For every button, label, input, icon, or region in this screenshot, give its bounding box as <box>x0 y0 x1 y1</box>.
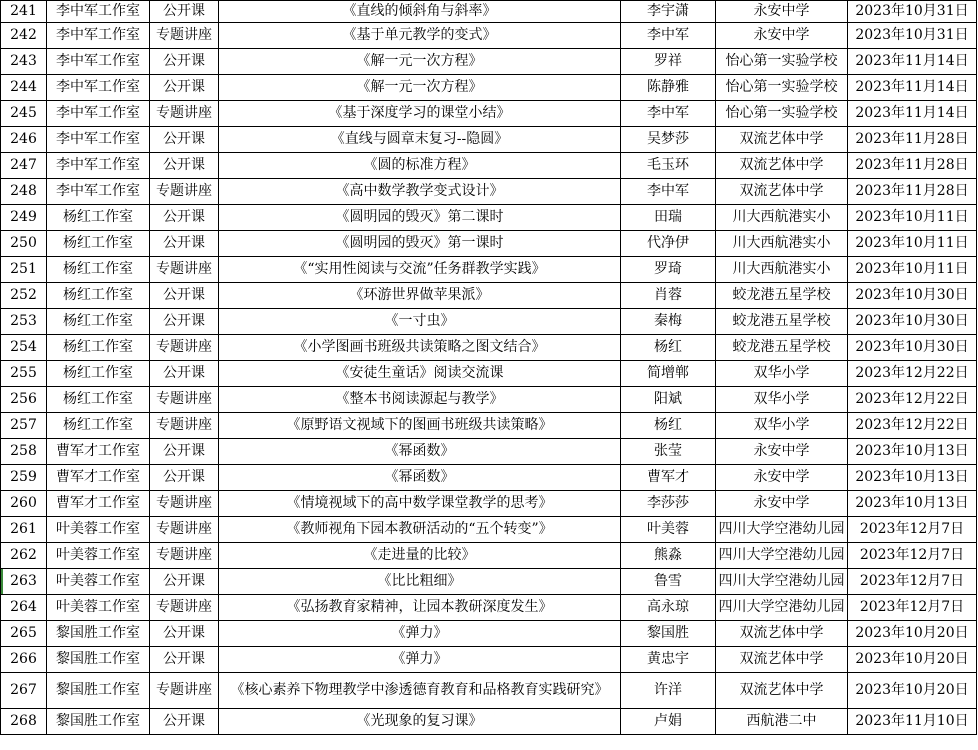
row-number-cell[interactable]: 249 <box>1 205 47 231</box>
row-number-cell[interactable]: 245 <box>1 101 47 127</box>
table-row <box>1 491 977 517</box>
studio-cell[interactable]: 曹军才工作室 <box>47 465 150 491</box>
row-number-cell[interactable]: 263 <box>1 569 47 595</box>
studio-cell[interactable]: 杨红工作室 <box>47 335 150 361</box>
studio-cell[interactable]: 杨红工作室 <box>47 205 150 231</box>
row-number-cell[interactable]: 252 <box>1 283 47 309</box>
studio-cell[interactable]: 李中军工作室 <box>47 75 150 101</box>
date-cell[interactable]: 2023年11月14日 <box>848 101 977 127</box>
table-row <box>1 153 977 179</box>
row-number-cell[interactable]: 266 <box>1 647 47 673</box>
school-cell[interactable]: 蛟龙港五星学校 <box>716 335 848 361</box>
presenter-cell[interactable]: 叶美蓉 <box>621 517 716 543</box>
table-row <box>1 709 977 735</box>
school-cell[interactable]: 怡心第一实验学校 <box>716 101 848 127</box>
studio-cell[interactable]: 叶美蓉工作室 <box>47 595 150 621</box>
row-number-cell[interactable]: 262 <box>1 543 47 569</box>
topic-cell[interactable]: 《教师视角下园本教研活动的“五个转变”》 <box>219 517 621 543</box>
presenter-cell[interactable]: 高永琼 <box>621 595 716 621</box>
activity-type-cell[interactable]: 公开课 <box>150 75 219 101</box>
row-number-cell[interactable]: 259 <box>1 465 47 491</box>
table-row <box>1 595 977 621</box>
activity-type-cell[interactable]: 专题讲座 <box>150 595 219 621</box>
row-number-cell[interactable]: 258 <box>1 439 47 465</box>
topic-cell[interactable]: 《解一元一次方程》 <box>219 75 621 101</box>
topic-cell[interactable]: 《安徒生童话》阅读交流课 <box>219 361 621 387</box>
topic-cell[interactable]: 《基于单元教学的变式》 <box>219 23 621 49</box>
row-number-cell[interactable]: 253 <box>1 309 47 335</box>
row-number-cell[interactable]: 241 <box>1 1 47 23</box>
table-row <box>1 569 977 595</box>
studio-cell[interactable]: 叶美蓉工作室 <box>47 569 150 595</box>
topic-cell[interactable]: 《幂函数》 <box>219 465 621 491</box>
table-row <box>1 101 977 127</box>
studio-cell[interactable]: 李中军工作室 <box>47 101 150 127</box>
topic-cell[interactable]: 《核心素养下物理教学中渗透德育教育和品格教育实践研究》 <box>219 673 621 709</box>
presenter-cell[interactable]: 吴梦莎 <box>621 127 716 153</box>
activity-type-cell[interactable]: 专题讲座 <box>150 413 219 439</box>
school-cell[interactable]: 川大西航港实小 <box>716 231 848 257</box>
row-number-cell[interactable]: 244 <box>1 75 47 101</box>
activity-type-cell[interactable]: 专题讲座 <box>150 673 219 709</box>
date-cell[interactable]: 2023年11月14日 <box>848 75 977 101</box>
topic-cell[interactable]: 《光现象的复习课》 <box>219 709 621 735</box>
topic-cell[interactable]: 《圆明园的毁灭》第一课时 <box>219 231 621 257</box>
activity-type-cell[interactable]: 公开课 <box>150 647 219 673</box>
date-cell[interactable]: 2023年12月22日 <box>848 413 977 439</box>
date-cell[interactable]: 2023年12月7日 <box>848 543 977 569</box>
activity-type-cell[interactable]: 专题讲座 <box>150 179 219 205</box>
presenter-cell[interactable]: 熊淼 <box>621 543 716 569</box>
studio-cell[interactable]: 曹军才工作室 <box>47 491 150 517</box>
date-cell[interactable]: 2023年12月7日 <box>848 517 977 543</box>
school-cell[interactable]: 双华小学 <box>716 413 848 439</box>
table-row <box>1 439 977 465</box>
presenter-cell[interactable]: 曹军才 <box>621 465 716 491</box>
row-number-cell[interactable]: 255 <box>1 361 47 387</box>
school-cell[interactable]: 永安中学 <box>716 491 848 517</box>
activity-type-cell[interactable]: 专题讲座 <box>150 517 219 543</box>
studio-cell[interactable]: 曹军才工作室 <box>47 439 150 465</box>
row-number-cell[interactable]: 242 <box>1 23 47 49</box>
activity-type-cell[interactable]: 公开课 <box>150 361 219 387</box>
date-cell[interactable]: 2023年10月20日 <box>848 673 977 709</box>
activity-type-cell[interactable]: 公开课 <box>150 709 219 735</box>
table-row <box>1 23 977 49</box>
date-cell[interactable]: 2023年12月22日 <box>848 361 977 387</box>
table-row <box>1 1 977 23</box>
activity-type-cell[interactable]: 公开课 <box>150 1 219 23</box>
row-number-cell[interactable]: 248 <box>1 179 47 205</box>
school-cell[interactable]: 四川大学空港幼儿园 <box>716 595 848 621</box>
presenter-cell[interactable]: 秦梅 <box>621 309 716 335</box>
table-row <box>1 621 977 647</box>
studio-cell[interactable]: 杨红工作室 <box>47 387 150 413</box>
topic-cell[interactable]: 《高中数学教学变式设计》 <box>219 179 621 205</box>
table-row <box>1 231 977 257</box>
presenter-cell[interactable]: 李中军 <box>621 179 716 205</box>
studio-cell[interactable]: 李中军工作室 <box>47 49 150 75</box>
row-number-cell[interactable]: 254 <box>1 335 47 361</box>
topic-cell[interactable]: 《弹力》 <box>219 647 621 673</box>
row-number-cell[interactable]: 243 <box>1 49 47 75</box>
table-row <box>1 387 977 413</box>
activity-type-cell[interactable]: 公开课 <box>150 127 219 153</box>
school-cell[interactable]: 永安中学 <box>716 439 848 465</box>
studio-cell[interactable]: 杨红工作室 <box>47 413 150 439</box>
date-cell[interactable]: 2023年12月7日 <box>848 569 977 595</box>
school-cell[interactable]: 永安中学 <box>716 1 848 23</box>
presenter-cell[interactable]: 阳斌 <box>621 387 716 413</box>
table-row <box>1 465 977 491</box>
presenter-cell[interactable]: 肖蓉 <box>621 283 716 309</box>
school-cell[interactable]: 蛟龙港五星学校 <box>716 283 848 309</box>
school-cell[interactable]: 双华小学 <box>716 387 848 413</box>
table-row <box>1 673 977 709</box>
school-cell[interactable]: 双流艺体中学 <box>716 179 848 205</box>
row-number-cell[interactable]: 265 <box>1 621 47 647</box>
topic-cell[interactable]: 《“实用性阅读与交流”任务群教学实践》 <box>219 257 621 283</box>
studio-cell[interactable]: 黎国胜工作室 <box>47 621 150 647</box>
table-row <box>1 309 977 335</box>
activity-type-cell[interactable]: 专题讲座 <box>150 257 219 283</box>
activity-type-cell[interactable]: 公开课 <box>150 569 219 595</box>
topic-cell[interactable]: 《环游世界做苹果派》 <box>219 283 621 309</box>
date-cell[interactable]: 2023年10月20日 <box>848 621 977 647</box>
row-number-cell[interactable]: 247 <box>1 153 47 179</box>
school-cell[interactable]: 川大西航港实小 <box>716 205 848 231</box>
school-cell[interactable]: 西航港二中 <box>716 709 848 735</box>
school-cell[interactable]: 四川大学空港幼儿园 <box>716 543 848 569</box>
school-cell[interactable]: 双华小学 <box>716 361 848 387</box>
topic-cell[interactable]: 《情境视域下的高中数学课堂教学的思考》 <box>219 491 621 517</box>
activity-type-cell[interactable]: 公开课 <box>150 439 219 465</box>
activity-type-cell[interactable]: 公开课 <box>150 465 219 491</box>
row-number-cell[interactable]: 256 <box>1 387 47 413</box>
table-row <box>1 257 977 283</box>
table-row <box>1 283 977 309</box>
topic-cell[interactable]: 《圆的标准方程》 <box>219 153 621 179</box>
presenter-cell[interactable]: 鲁雪 <box>621 569 716 595</box>
table-row <box>1 543 977 569</box>
presenter-cell[interactable]: 田瑞 <box>621 205 716 231</box>
presenter-cell[interactable]: 李莎莎 <box>621 491 716 517</box>
presenter-cell[interactable]: 罗琦 <box>621 257 716 283</box>
table-row <box>1 647 977 673</box>
presenter-cell[interactable]: 李中军 <box>621 23 716 49</box>
presenter-cell[interactable]: 李中军 <box>621 101 716 127</box>
topic-cell[interactable]: 《原野语文视域下的图画书班级共读策略》 <box>219 413 621 439</box>
table-row <box>1 361 977 387</box>
date-cell[interactable]: 2023年10月30日 <box>848 309 977 335</box>
studio-cell[interactable]: 黎国胜工作室 <box>47 673 150 709</box>
table-row <box>1 75 977 101</box>
activity-type-cell[interactable]: 专题讲座 <box>150 23 219 49</box>
topic-cell[interactable]: 《弘扬教育家精神，让园本教研深度发生》 <box>219 595 621 621</box>
studio-cell[interactable]: 黎国胜工作室 <box>47 647 150 673</box>
presenter-cell[interactable]: 罗祥 <box>621 49 716 75</box>
school-cell[interactable]: 双流艺体中学 <box>716 621 848 647</box>
studio-cell[interactable]: 李中军工作室 <box>47 23 150 49</box>
studio-cell[interactable]: 杨红工作室 <box>47 257 150 283</box>
date-cell[interactable]: 2023年11月28日 <box>848 127 977 153</box>
row-number-cell[interactable]: 268 <box>1 709 47 735</box>
activity-type-cell[interactable]: 公开课 <box>150 153 219 179</box>
table-row <box>1 127 977 153</box>
row-number-cell[interactable]: 246 <box>1 127 47 153</box>
row-number-cell[interactable]: 267 <box>1 673 47 709</box>
table-row <box>1 517 977 543</box>
presenter-cell[interactable]: 杨红 <box>621 335 716 361</box>
activity-type-cell[interactable]: 专题讲座 <box>150 543 219 569</box>
activity-type-cell[interactable]: 公开课 <box>150 49 219 75</box>
row-number-cell[interactable]: 260 <box>1 491 47 517</box>
date-cell[interactable]: 2023年10月30日 <box>848 335 977 361</box>
topic-cell[interactable]: 《整本书阅读源起与教学》 <box>219 387 621 413</box>
presenter-cell[interactable]: 张莹 <box>621 439 716 465</box>
school-cell[interactable]: 双流艺体中学 <box>716 127 848 153</box>
activity-type-cell[interactable]: 专题讲座 <box>150 335 219 361</box>
row-number-cell[interactable]: 251 <box>1 257 47 283</box>
table-row <box>1 335 977 361</box>
school-cell[interactable]: 永安中学 <box>716 23 848 49</box>
presenter-cell[interactable]: 毛玉环 <box>621 153 716 179</box>
date-cell[interactable]: 2023年10月11日 <box>848 257 977 283</box>
row-number-cell[interactable]: 250 <box>1 231 47 257</box>
topic-cell[interactable]: 《一寸虫》 <box>219 309 621 335</box>
presenter-cell[interactable]: 黄忠宇 <box>621 647 716 673</box>
date-cell[interactable]: 2023年12月7日 <box>848 595 977 621</box>
date-cell[interactable]: 2023年10月31日 <box>848 1 977 23</box>
date-cell[interactable]: 2023年10月20日 <box>848 647 977 673</box>
topic-cell[interactable]: 《走进量的比较》 <box>219 543 621 569</box>
date-cell[interactable]: 2023年10月13日 <box>848 491 977 517</box>
studio-cell[interactable]: 叶美蓉工作室 <box>47 517 150 543</box>
topic-cell[interactable]: 《幂函数》 <box>219 439 621 465</box>
topic-cell[interactable]: 《直线与圆章末复习--隐圆》 <box>219 127 621 153</box>
studio-cell[interactable]: 杨红工作室 <box>47 309 150 335</box>
activity-type-cell[interactable]: 公开课 <box>150 205 219 231</box>
school-cell[interactable]: 怡心第一实验学校 <box>716 75 848 101</box>
row-number-cell[interactable]: 261 <box>1 517 47 543</box>
date-cell[interactable]: 2023年10月11日 <box>848 205 977 231</box>
studio-cell[interactable]: 叶美蓉工作室 <box>47 543 150 569</box>
activity-type-cell[interactable]: 专题讲座 <box>150 491 219 517</box>
topic-cell[interactable]: 《解一元一次方程》 <box>219 49 621 75</box>
school-cell[interactable]: 蛟龙港五星学校 <box>716 309 848 335</box>
date-cell[interactable]: 2023年10月13日 <box>848 439 977 465</box>
school-cell[interactable]: 川大西航港实小 <box>716 257 848 283</box>
date-cell[interactable]: 2023年11月28日 <box>848 179 977 205</box>
studio-cell[interactable]: 李中军工作室 <box>47 179 150 205</box>
presenter-cell[interactable]: 卢娟 <box>621 709 716 735</box>
topic-cell[interactable]: 《小学图画书班级共读策略之图文结合》 <box>219 335 621 361</box>
row-number-cell[interactable]: 264 <box>1 595 47 621</box>
date-cell[interactable]: 2023年10月30日 <box>848 283 977 309</box>
table-row <box>1 49 977 75</box>
topic-cell[interactable]: 《弹力》 <box>219 621 621 647</box>
activity-type-cell[interactable]: 公开课 <box>150 231 219 257</box>
activity-type-cell[interactable]: 专题讲座 <box>150 387 219 413</box>
studio-cell[interactable]: 黎国胜工作室 <box>47 709 150 735</box>
table-row <box>1 205 977 231</box>
date-cell[interactable]: 2023年10月31日 <box>848 23 977 49</box>
presenter-cell[interactable]: 简增郸 <box>621 361 716 387</box>
activity-type-cell[interactable]: 公开课 <box>150 621 219 647</box>
date-cell[interactable]: 2023年11月28日 <box>848 153 977 179</box>
presenter-cell[interactable]: 许洋 <box>621 673 716 709</box>
topic-cell[interactable]: 《圆明园的毁灭》第二课时 <box>219 205 621 231</box>
school-cell[interactable]: 双流艺体中学 <box>716 647 848 673</box>
date-cell[interactable]: 2023年11月14日 <box>848 49 977 75</box>
activity-type-cell[interactable]: 公开课 <box>150 309 219 335</box>
studio-cell[interactable]: 杨红工作室 <box>47 283 150 309</box>
school-cell[interactable]: 双流艺体中学 <box>716 153 848 179</box>
school-cell[interactable]: 永安中学 <box>716 465 848 491</box>
presenter-cell[interactable]: 杨红 <box>621 413 716 439</box>
topic-cell[interactable]: 《直线的倾斜角与斜率》 <box>219 1 621 23</box>
presenter-cell[interactable]: 代净伊 <box>621 231 716 257</box>
presenter-cell[interactable]: 黎国胜 <box>621 621 716 647</box>
studio-cell[interactable]: 李中军工作室 <box>47 127 150 153</box>
school-cell[interactable]: 怡心第一实验学校 <box>716 49 848 75</box>
school-cell[interactable]: 四川大学空港幼儿园 <box>716 569 848 595</box>
topic-cell[interactable]: 《基于深度学习的课堂小结》 <box>219 101 621 127</box>
date-cell[interactable]: 2023年10月11日 <box>848 231 977 257</box>
studio-cell[interactable]: 杨红工作室 <box>47 231 150 257</box>
table-body <box>1 1 977 735</box>
presenter-cell[interactable]: 李宇潇 <box>621 1 716 23</box>
studio-cell[interactable]: 李中军工作室 <box>47 1 150 23</box>
studio-cell[interactable]: 杨红工作室 <box>47 361 150 387</box>
topic-cell[interactable]: 《比比粗细》 <box>219 569 621 595</box>
date-cell[interactable]: 2023年12月22日 <box>848 387 977 413</box>
date-cell[interactable]: 2023年11月10日 <box>848 709 977 735</box>
activity-type-cell[interactable]: 专题讲座 <box>150 101 219 127</box>
school-cell[interactable]: 四川大学空港幼儿园 <box>716 517 848 543</box>
row-number-cell[interactable]: 257 <box>1 413 47 439</box>
activity-type-cell[interactable]: 公开课 <box>150 283 219 309</box>
school-cell[interactable]: 双流艺体中学 <box>716 673 848 709</box>
table-row <box>1 413 977 439</box>
studio-cell[interactable]: 李中军工作室 <box>47 153 150 179</box>
table-row <box>1 179 977 205</box>
date-cell[interactable]: 2023年10月13日 <box>848 465 977 491</box>
presenter-cell[interactable]: 陈静雅 <box>621 75 716 101</box>
